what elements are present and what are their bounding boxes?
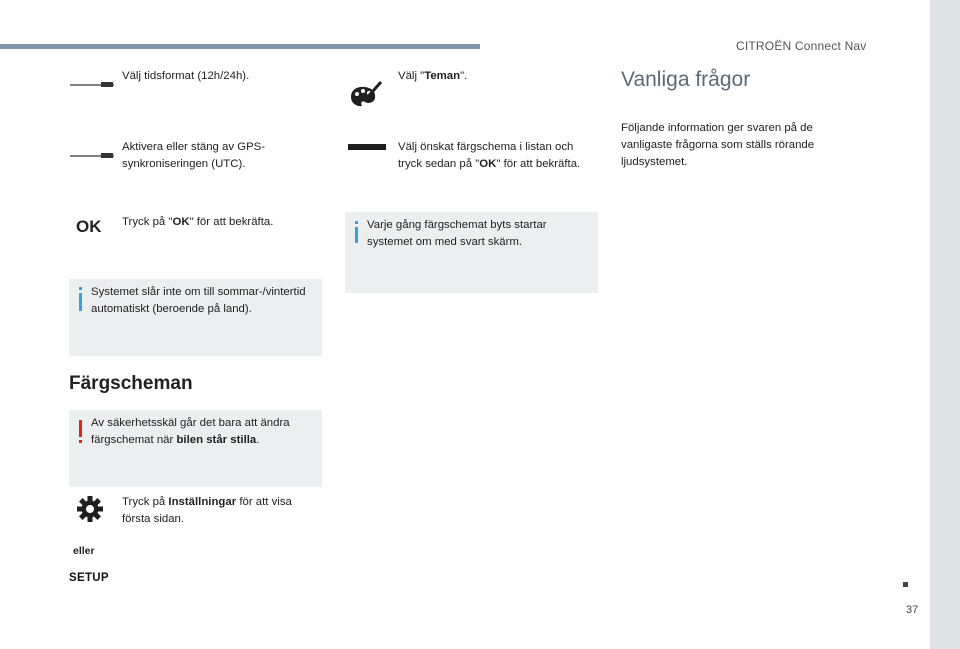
info-dst-line2: automatiskt (beroende på land).: [91, 303, 252, 315]
info-icon: [79, 287, 82, 290]
step-select-scheme: [398, 139, 580, 173]
info-restart-line1: Varje gång färgschemat byts startar: [367, 219, 547, 231]
step-scheme-line1: Välj önskat färgschema i listan och: [398, 141, 574, 153]
step-themes-post: ".: [460, 70, 468, 82]
step-scheme-bold: OK: [479, 158, 497, 170]
step-settings-pre: Tryck på: [122, 496, 169, 508]
step-confirm-ok: [122, 214, 273, 231]
step-settings-post: för att visa: [236, 496, 292, 508]
step-scheme-post: " för att bekräfta.: [496, 158, 581, 170]
step-select-themes: [398, 68, 467, 85]
step-confirm-bold: OK: [172, 216, 190, 228]
page-marker: [903, 582, 908, 587]
page-number: 37: [906, 604, 919, 616]
warning-icon: [79, 420, 82, 437]
warning-box: [69, 410, 322, 487]
step-confirm-post: " för att bekräfta.: [189, 216, 274, 228]
step-time-format-text: Välj tidsformat (12h/24h).: [122, 70, 250, 82]
step-settings-line2: första sidan.: [122, 513, 185, 525]
info-box-dst: [69, 279, 322, 356]
warning-text: [91, 415, 321, 449]
warning-line1: Av säkerhetsskäl går det bara att ändra: [91, 417, 290, 429]
faq-intro-line3: ljudsystemet.: [621, 156, 688, 168]
side-strip: [930, 0, 960, 649]
step-themes-bold: Teman: [424, 70, 461, 82]
info-icon: [355, 221, 358, 224]
setup-button-label: SETUP: [69, 572, 109, 584]
step-scheme-pre: tryck sedan på ": [398, 158, 480, 170]
slider-icon: [70, 77, 114, 89]
step-settings-line1: [122, 494, 292, 511]
step-gps-line2: synkroniseringen (UTC).: [122, 158, 246, 170]
or-label: eller: [73, 545, 95, 557]
info-restart-line2: systemet om med svart skärm.: [367, 236, 523, 248]
step-settings-bold: Inställningar: [168, 496, 237, 508]
palette-icon: [348, 80, 384, 110]
list-bar-icon: [348, 144, 386, 150]
info-dst-text: [91, 284, 321, 318]
header-title: CITROËN Connect Nav: [736, 39, 867, 53]
info-icon-bar: [355, 227, 358, 243]
info-dst-line1: Systemet slår inte om till sommar-/vintertid: [91, 286, 306, 298]
step-gps-sync: [122, 139, 265, 173]
info-box-restart: [345, 212, 598, 293]
section-heading-color-schemes: Färgscheman: [69, 373, 193, 394]
step-settings: [122, 494, 292, 528]
warning-bold: bilen står stilla: [176, 434, 257, 446]
slider-icon: [70, 148, 114, 160]
top-accent-bar: [0, 44, 480, 49]
step-time-format: [122, 68, 249, 85]
step-confirm-pre: Tryck på ": [122, 216, 173, 228]
step-themes-pre: Välj ": [398, 70, 425, 82]
info-restart-text: [367, 217, 597, 251]
warning-line2: [91, 432, 321, 449]
step-gps-line1: Aktivera eller stäng av GPS-: [122, 141, 266, 153]
faq-intro-line2: vanligaste frågorna som ställs rörande: [621, 139, 815, 151]
ok-icon: OK: [76, 217, 102, 236]
gear-icon: [77, 496, 103, 522]
faq-intro: [621, 120, 814, 171]
warning-icon-dot: [79, 440, 82, 443]
faq-intro-line1: Följande information ger svaren på de: [621, 122, 813, 134]
info-icon-bar: [79, 293, 82, 311]
section-heading-faq: Vanliga frågor: [621, 68, 751, 91]
warning-post: .: [256, 434, 260, 446]
warning-pre: färgschemat när: [91, 434, 177, 446]
step-scheme-line2: [398, 156, 580, 173]
